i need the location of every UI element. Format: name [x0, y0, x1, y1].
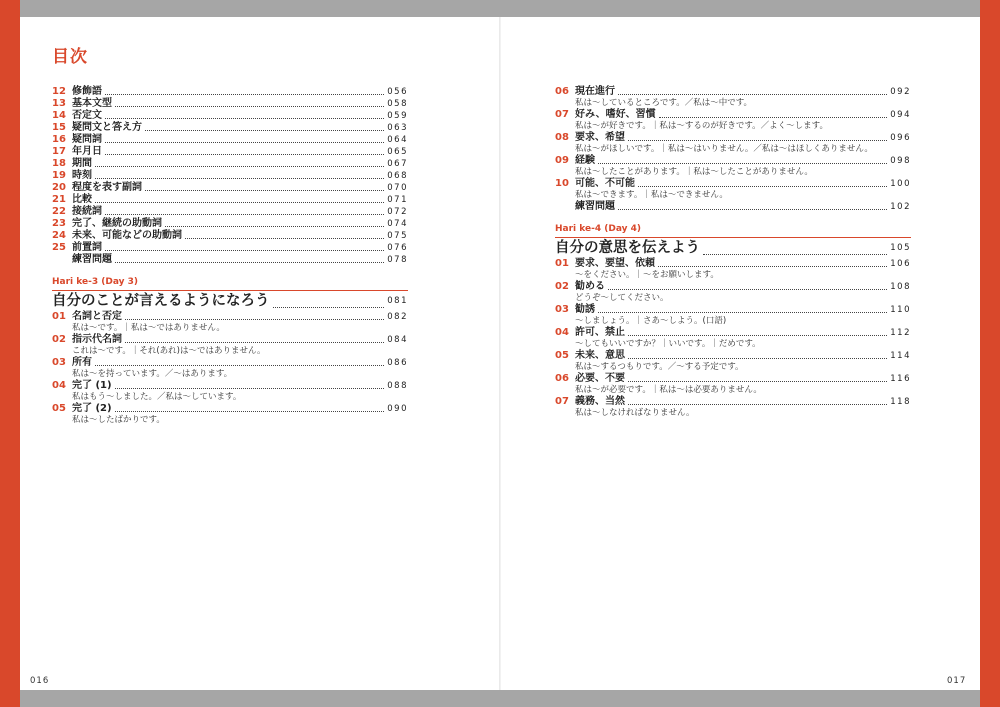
dot-leader — [598, 312, 887, 313]
entry-title: 比較 — [72, 194, 92, 205]
entry-page-number: 065 — [387, 147, 408, 157]
entry-number: 21 — [52, 194, 66, 205]
entry-title: 接続詞 — [72, 206, 102, 217]
dot-leader — [185, 238, 384, 239]
toc-entry[interactable] — [555, 132, 911, 144]
toc-entry[interactable] — [555, 178, 911, 190]
entry-subtitle: 私は〜しなければなりません。 — [575, 408, 695, 418]
entry-subtitle: 私は〜です。｜私は〜ではありません。 — [72, 323, 225, 333]
entry-title: 修飾語 — [72, 86, 102, 97]
entry-title: 未来、意思 — [575, 350, 625, 361]
entry-page-number: 092 — [890, 87, 911, 97]
entry-page-number: 105 — [890, 243, 911, 253]
entry-number: 03 — [52, 357, 66, 368]
toc-entry[interactable] — [555, 327, 911, 339]
entry-title: 指示代名詞 — [72, 334, 122, 345]
entry-number: 13 — [52, 98, 66, 109]
entry-subtitle: 私は〜が必要です。｜私は〜は必要ありません。 — [575, 385, 762, 395]
entry-number: 03 — [555, 304, 569, 315]
entry-title: 期間 — [72, 158, 92, 169]
entry-number: 23 — [52, 218, 66, 229]
entry-title: 時刻 — [72, 170, 92, 181]
entry-page-number: 096 — [890, 133, 911, 143]
entry-number: 06 — [555, 86, 569, 97]
entry-number: 09 — [555, 155, 569, 166]
entry-number: 19 — [52, 170, 66, 181]
entry-title: 名詞と否定 — [72, 311, 122, 322]
entry-number: 22 — [52, 206, 66, 217]
entry-number: 25 — [52, 242, 66, 253]
entry-title: 完了 (1) — [72, 380, 112, 391]
entry-number: 24 — [52, 230, 66, 241]
left-page-number: 016 — [30, 676, 50, 686]
toc-entry[interactable] — [52, 242, 408, 254]
entry-page-number: 058 — [387, 99, 408, 109]
entry-number: 20 — [52, 182, 66, 193]
entry-title: 完了 (2) — [72, 403, 112, 414]
right-red-edge — [980, 0, 1000, 707]
toc-entry[interactable] — [555, 281, 911, 293]
entry-page-number: 102 — [890, 202, 911, 212]
dot-leader — [105, 154, 384, 155]
entry-page-number: 068 — [387, 171, 408, 181]
entry-subtitle: 私は〜できます。｜私は〜できません。 — [575, 190, 728, 200]
entry-number: 02 — [52, 334, 66, 345]
entry-page-number: 074 — [387, 219, 408, 229]
entry-page-number: 118 — [890, 397, 911, 407]
toc-entry[interactable] — [52, 357, 408, 369]
entry-title: 疑問文と答え方 — [72, 122, 142, 133]
entry-title: 義務、当然 — [575, 396, 625, 407]
entry-page-number: 059 — [387, 111, 408, 121]
entry-page-number: 076 — [387, 243, 408, 253]
dot-leader — [273, 307, 385, 308]
entry-title: 要求、要望、依頼 — [575, 258, 655, 269]
entry-page-number: 056 — [387, 87, 408, 97]
chapter-heading-row[interactable] — [555, 238, 911, 258]
entry-number: 04 — [555, 327, 569, 338]
right-page-number: 017 — [947, 676, 967, 686]
entry-number: 02 — [555, 281, 569, 292]
entry-page-number: 082 — [387, 312, 408, 322]
entry-title: 好み、嗜好、習慣 — [575, 109, 656, 120]
entry-number: 14 — [52, 110, 66, 121]
entry-number: 08 — [555, 132, 569, 143]
dot-leader — [165, 226, 384, 227]
entry-title: 未来、可能などの助動詞 — [72, 230, 182, 241]
dot-leader — [618, 94, 887, 95]
entry-page-number: 100 — [890, 179, 911, 189]
entry-title: 許可、禁止 — [575, 327, 625, 338]
entry-page-number: 116 — [890, 374, 911, 384]
entry-title: 可能、不可能 — [575, 178, 635, 189]
dot-leader — [628, 381, 887, 382]
chapter-heading-row[interactable] — [52, 291, 408, 311]
entry-title: 完了、継続の助動詞 — [72, 218, 162, 229]
entry-page-number: 067 — [387, 159, 408, 169]
entry-number: 01 — [555, 258, 569, 269]
entry-title: 自分のことが言えるようになろう — [52, 293, 270, 309]
toc-entry[interactable] — [52, 230, 408, 242]
dot-leader — [105, 214, 384, 215]
entry-title: 勧める — [575, 281, 605, 292]
entry-title: 基本文型 — [72, 98, 112, 109]
toc-entry[interactable] — [555, 373, 911, 385]
entry-number: 05 — [52, 403, 66, 414]
entry-page-number: 081 — [387, 296, 408, 306]
bottom-edge-band — [20, 690, 980, 707]
entry-title: 勧誘 — [575, 304, 595, 315]
entry-page-number: 112 — [890, 328, 911, 338]
dot-leader — [95, 178, 384, 179]
toc-entry[interactable] — [52, 170, 408, 182]
dot-leader — [105, 118, 384, 119]
entry-page-number: 071 — [387, 195, 408, 205]
toc-entry[interactable] — [52, 182, 408, 194]
toc-entry[interactable] — [555, 109, 911, 121]
toc-entry[interactable] — [52, 334, 408, 346]
entry-title: 所有 — [72, 357, 92, 368]
toc-entry[interactable] — [555, 304, 911, 316]
dot-leader — [618, 209, 887, 210]
entry-title: 練習問題 — [575, 201, 615, 212]
toc-entry[interactable] — [52, 206, 408, 218]
entry-number: 18 — [52, 158, 66, 169]
section-header — [555, 223, 911, 238]
dot-leader — [628, 335, 887, 336]
entry-number: 17 — [52, 146, 66, 157]
entry-title: 要求、希望 — [575, 132, 625, 143]
toc-entry[interactable] — [52, 122, 408, 134]
entry-subtitle: 私は〜するつもりです。／〜する予定です。 — [575, 362, 744, 372]
entry-subtitle: これは〜です。｜それ(あれ)は〜ではありません。 — [72, 346, 266, 356]
section-day-label: Hari ke-4 (Day 4) — [555, 224, 641, 234]
entry-subtitle: 私は〜が好きです。｜私は〜するのが好きです。／よく〜します。 — [575, 121, 828, 131]
entry-subtitle: 私は〜したことがあります。｜私は〜したことがありません。 — [575, 167, 813, 177]
entry-page-number: 078 — [387, 255, 408, 265]
dot-leader — [638, 186, 887, 187]
dot-leader — [658, 266, 887, 267]
top-edge-band — [20, 0, 980, 17]
dot-leader — [628, 140, 887, 141]
entry-page-number: 072 — [387, 207, 408, 217]
dot-leader — [105, 250, 384, 251]
dot-leader — [125, 319, 384, 320]
dot-leader — [628, 358, 887, 359]
toc-entry[interactable] — [52, 194, 408, 206]
toc-right-column — [555, 86, 911, 419]
entry-title: 年月日 — [72, 146, 102, 157]
entry-subtitle: 私は〜しているところです。／私は〜中です。 — [575, 98, 753, 108]
entry-subtitle: 私は〜がほしいです。｜私は〜はいりません。／私は〜はほしくありません。 — [575, 144, 873, 154]
dot-leader — [115, 262, 384, 263]
entry-title: 前置詞 — [72, 242, 102, 253]
entry-page-number: 108 — [890, 282, 911, 292]
dot-leader — [598, 163, 887, 164]
dot-leader — [95, 365, 384, 366]
entry-subtitle: 私はもう〜しました。／私は〜しています。 — [72, 392, 242, 402]
entry-page-number: 088 — [387, 381, 408, 391]
toc-entry[interactable] — [555, 155, 911, 167]
entry-page-number: 114 — [890, 351, 911, 361]
toc-entry[interactable] — [555, 86, 911, 98]
book-gutter — [499, 17, 501, 690]
entry-title: 自分の意思を伝えよう — [555, 240, 700, 256]
entry-title: 疑問詞 — [72, 134, 102, 145]
dot-leader — [628, 404, 887, 405]
dot-leader — [115, 411, 385, 412]
entry-title: 経験 — [575, 155, 595, 166]
toc-entry[interactable] — [555, 201, 911, 213]
toc-entry[interactable] — [52, 158, 408, 170]
toc-entry[interactable] — [52, 311, 408, 323]
dot-leader — [145, 130, 384, 131]
entry-number: 01 — [52, 311, 66, 322]
entry-page-number: 110 — [890, 305, 911, 315]
dot-leader — [105, 142, 384, 143]
entry-page-number: 106 — [890, 259, 911, 269]
toc-entry[interactable] — [555, 350, 911, 362]
entry-number: 06 — [555, 373, 569, 384]
entry-page-number: 090 — [387, 404, 408, 414]
entry-subtitle: 私は〜したばかりです。 — [72, 415, 165, 425]
entry-subtitle: 〜をください。｜〜をお願いします。 — [575, 270, 719, 280]
section-header — [52, 276, 408, 291]
toc-entry[interactable] — [52, 403, 408, 415]
toc-entry[interactable] — [52, 218, 408, 230]
entry-page-number: 094 — [890, 110, 911, 120]
entry-title: 必要、不要 — [575, 373, 625, 384]
dot-leader — [145, 190, 384, 191]
toc-entry[interactable] — [52, 146, 408, 158]
entry-number: 10 — [555, 178, 569, 189]
dot-leader — [659, 117, 888, 118]
toc-entry[interactable] — [52, 86, 408, 98]
dot-leader — [105, 94, 384, 95]
entry-number: 05 — [555, 350, 569, 361]
toc-entry[interactable] — [52, 134, 408, 146]
entry-number: 07 — [555, 396, 569, 407]
entry-number: 15 — [52, 122, 66, 133]
entry-page-number: 098 — [890, 156, 911, 166]
dot-leader — [95, 202, 384, 203]
entry-subtitle: 〜しましょう。｜さあ〜しよう。(口語) — [575, 316, 727, 326]
dot-leader — [95, 166, 384, 167]
entry-number: 04 — [52, 380, 66, 391]
entry-title: 程度を表す副詞 — [72, 182, 142, 193]
entry-page-number: 064 — [387, 135, 408, 145]
entry-page-number: 084 — [387, 335, 408, 345]
entry-title: 否定文 — [72, 110, 102, 121]
dot-leader — [125, 342, 384, 343]
toc-entry[interactable] — [52, 254, 408, 266]
toc-entry[interactable] — [52, 110, 408, 122]
section-day-label: Hari ke-3 (Day 3) — [52, 277, 138, 287]
entry-number: 16 — [52, 134, 66, 145]
entry-number: 12 — [52, 86, 66, 97]
entry-page-number: 063 — [387, 123, 408, 133]
dot-leader — [115, 388, 385, 389]
entry-number: 07 — [555, 109, 569, 120]
toc-entry[interactable] — [555, 396, 911, 408]
entry-subtitle: 私は〜を持っています。／〜はあります。 — [72, 369, 233, 379]
toc-left-column — [52, 86, 408, 426]
toc-entry[interactable] — [555, 258, 911, 270]
entry-page-number: 070 — [387, 183, 408, 193]
dot-leader — [703, 254, 887, 255]
entry-subtitle: どうぞ〜してください。 — [575, 293, 669, 303]
entry-page-number: 086 — [387, 358, 408, 368]
entry-subtitle: 〜してもいいですか？｜いいです。｜だめです。 — [575, 339, 761, 349]
entry-title: 現在進行 — [575, 86, 615, 97]
dot-leader — [115, 106, 384, 107]
dot-leader — [608, 289, 887, 290]
entry-title: 練習問題 — [72, 254, 112, 265]
left-red-edge — [0, 0, 20, 707]
toc-entry[interactable] — [52, 98, 408, 110]
entry-page-number: 075 — [387, 231, 408, 241]
toc-title: 目次 — [52, 47, 88, 67]
toc-entry[interactable] — [52, 380, 408, 392]
